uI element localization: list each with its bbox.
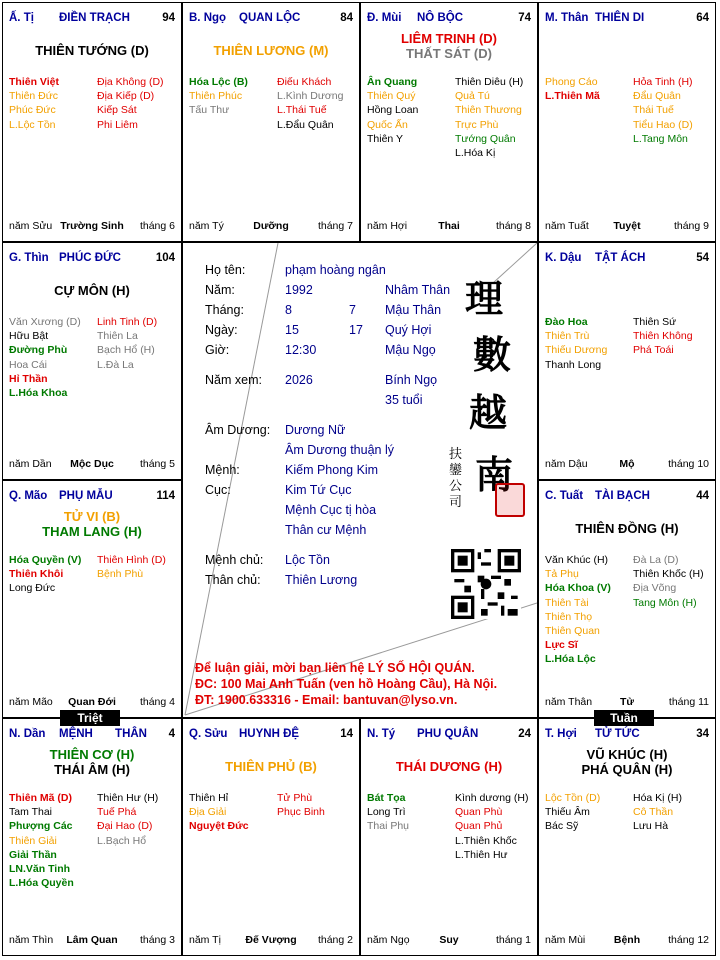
minor-star: Phục Binh bbox=[277, 806, 325, 819]
palace-age: 104 bbox=[155, 252, 175, 264]
main-star: LIÊM TRINH (D) bbox=[400, 31, 498, 46]
palace-stage: Lâm Quan bbox=[66, 934, 118, 946]
minor-star: Nguyệt Đức bbox=[189, 820, 249, 833]
stars-right-col bbox=[455, 75, 523, 160]
minor-star: Đà La (D) bbox=[633, 554, 679, 566]
palace-branch: Q. Sửu bbox=[189, 728, 228, 740]
stars-left-col bbox=[545, 791, 600, 834]
contact-line-1: Để luận giải, mời bạn liên hệ LÝ SỐ HỘI QUÁN. bbox=[195, 661, 475, 675]
stars-left-col bbox=[189, 791, 249, 834]
minor-star: Thiên Phúc bbox=[189, 90, 243, 103]
minor-star: Long Đức bbox=[9, 582, 56, 595]
minor-star: L.Thiên Hư bbox=[455, 848, 508, 861]
palace-branch: T. Hợi bbox=[545, 728, 577, 740]
minor-star: Địa Giải bbox=[189, 806, 227, 819]
day-lunar: 15 bbox=[285, 323, 299, 337]
main-star: PHÁ QUÂN (H) bbox=[581, 762, 673, 777]
stars-right-col bbox=[277, 75, 343, 132]
palace-branch: Đ. Mùi bbox=[367, 12, 402, 24]
qr-code-icon bbox=[451, 549, 521, 619]
palace-age: 114 bbox=[156, 490, 175, 502]
palace-month: tháng 11 bbox=[668, 696, 709, 708]
palace-year: năm Dần bbox=[9, 458, 52, 470]
palace-month: tháng 7 bbox=[317, 220, 353, 232]
palace-name: NÔ BỘC bbox=[417, 12, 463, 24]
brand-small-text: 扶鑾公司 bbox=[449, 447, 463, 510]
palace-month: tháng 4 bbox=[139, 696, 175, 708]
minor-star: Trực Phù bbox=[455, 118, 499, 131]
minor-star: Địa Võng bbox=[633, 582, 677, 595]
palace-year: năm Tị bbox=[189, 934, 221, 946]
main-star: THÁI ÂM (H) bbox=[54, 762, 130, 777]
minor-star: Thiên Hư (H) bbox=[97, 792, 159, 804]
main-star: TỬ VI (B) bbox=[63, 509, 121, 524]
palace-age: 74 bbox=[518, 12, 531, 24]
minor-star: Thiên Đức bbox=[9, 90, 59, 103]
minor-star: Đường Phù bbox=[9, 344, 68, 357]
minor-star: Phá Toái bbox=[633, 344, 674, 357]
palace-year: năm Dậu bbox=[545, 458, 588, 470]
palace-footer bbox=[545, 458, 709, 471]
palace-header bbox=[367, 12, 531, 26]
main-star: CỰ MÔN (H) bbox=[54, 283, 130, 298]
minor-star: Bạch Hổ (H) bbox=[97, 344, 155, 357]
minor-star: Bệnh Phù bbox=[97, 568, 144, 581]
palace-header bbox=[189, 12, 353, 26]
main-star: THÁI DƯƠNG (H) bbox=[395, 759, 503, 774]
palace-footer bbox=[189, 934, 353, 947]
minor-star: Văn Xương (D) bbox=[9, 316, 81, 328]
thanchu-label: Thân chủ: bbox=[205, 573, 261, 587]
minor-star: Kiếp Sát bbox=[97, 104, 137, 117]
main-star: THIÊN ĐỒNG (H) bbox=[575, 521, 679, 536]
stars-right-col bbox=[455, 791, 528, 862]
hour-label: Giờ: bbox=[205, 343, 230, 357]
minor-star: Quan Phủ bbox=[455, 820, 503, 833]
palace-footer bbox=[9, 458, 175, 471]
minor-star: Điếu Khách bbox=[277, 76, 332, 88]
month-solar: 7 bbox=[349, 303, 356, 317]
minor-star: Tiểu Hao (D) bbox=[633, 118, 693, 131]
palace-header bbox=[189, 728, 353, 742]
thanchu-value: Thiên Lương bbox=[285, 573, 358, 587]
minor-star: Thiên Thương bbox=[455, 104, 522, 117]
minor-star: Thiên Khôi bbox=[9, 568, 64, 581]
minor-star: Thiên Giải bbox=[9, 834, 57, 847]
minor-star: Bác Sỹ bbox=[545, 820, 579, 833]
stars-right-col bbox=[97, 791, 158, 848]
palace-month: tháng 9 bbox=[673, 220, 709, 232]
palace-header bbox=[367, 728, 531, 742]
minor-star: L.Lộc Tồn bbox=[9, 118, 56, 131]
than-cu: Thân cư Mệnh bbox=[285, 523, 367, 537]
palace-stage: Mộ bbox=[619, 458, 635, 470]
minor-star: Thiên Quý bbox=[367, 90, 416, 103]
palace-cell-ty bbox=[2, 2, 182, 242]
main-star: THIÊN TƯỚNG (D) bbox=[35, 43, 149, 58]
minor-star: Đào Hoa bbox=[545, 316, 588, 328]
palace-header bbox=[545, 12, 709, 26]
minor-star: Hóa Lộc (B) bbox=[189, 76, 248, 88]
palace-branch: Q. Mão bbox=[9, 490, 48, 502]
year-can: Nhâm Thân bbox=[385, 283, 451, 297]
palace-branch: N. Dần bbox=[9, 728, 46, 740]
palace-header bbox=[545, 252, 709, 266]
minor-star: Địa Không (D) bbox=[97, 76, 164, 88]
stars-left-col bbox=[545, 315, 607, 372]
palace-year: năm Thìn bbox=[9, 934, 54, 946]
month-label: Tháng: bbox=[205, 303, 244, 317]
palace-month: tháng 8 bbox=[495, 220, 531, 232]
palace-cell-ngo bbox=[182, 2, 360, 242]
palace-cell-ti bbox=[360, 718, 538, 956]
palace-stage: Thai bbox=[438, 220, 460, 232]
menh-value: Kiếm Phong Kim bbox=[285, 463, 379, 477]
triet-tag: Triệt bbox=[60, 710, 120, 726]
palace-stage: Tử bbox=[619, 696, 635, 708]
palace-stage: Quan Đới bbox=[68, 696, 116, 708]
minor-star: Tam Thai bbox=[9, 806, 52, 819]
palace-age: 54 bbox=[696, 252, 709, 264]
palace-footer bbox=[189, 220, 353, 233]
stars-left-col bbox=[545, 75, 600, 103]
palace-footer bbox=[9, 934, 175, 947]
palace-age: 44 bbox=[696, 490, 709, 502]
palace-name-2: THÂN bbox=[115, 728, 147, 740]
minor-star: Thiên Không bbox=[633, 330, 693, 343]
menhchu-value: Lộc Tồn bbox=[285, 553, 330, 567]
palace-year: năm Tuất bbox=[545, 220, 589, 232]
contact-line-2: ĐC: 100 Mai Anh Tuấn (ven hồ Hoàng Cầu), Hà Nội. bbox=[195, 677, 498, 691]
minor-star: L.Tang Môn bbox=[633, 132, 688, 145]
minor-star: Thai Phụ bbox=[367, 820, 410, 833]
minor-star: Hỉ Thần bbox=[9, 372, 48, 385]
main-star: THIÊN CƠ (H) bbox=[49, 747, 135, 762]
palace-footer bbox=[545, 220, 709, 233]
palace-footer bbox=[545, 696, 709, 709]
brand-char-4: 南 bbox=[475, 452, 514, 497]
palace-name: QUAN LỘC bbox=[239, 12, 301, 24]
minor-star: Thiên Khốc (H) bbox=[633, 568, 704, 581]
minor-star: L.Bạch Hổ bbox=[97, 834, 147, 847]
minor-star: Phúc Đức bbox=[9, 104, 56, 117]
hour-can: Mậu Ngọ bbox=[385, 343, 436, 357]
palace-name: THIÊN DI bbox=[595, 12, 645, 24]
minor-star: Hữu Bật bbox=[9, 330, 49, 343]
minor-star: Lộc Tồn (D) bbox=[545, 792, 601, 804]
year-label: Năm: bbox=[205, 283, 235, 297]
contact-line-3: ĐT: 1900.633316 - Email: bantuvan@lyso.vn. bbox=[195, 693, 458, 707]
minor-star: Bát Tọa bbox=[367, 792, 406, 804]
palace-branch: G. Thìn bbox=[9, 252, 49, 264]
palace-age: 24 bbox=[518, 728, 531, 740]
palace-header bbox=[9, 490, 175, 504]
minor-star: Tấu Thư bbox=[189, 104, 230, 117]
palace-cell-hoi bbox=[538, 718, 716, 956]
palace-year: năm Ngọ bbox=[367, 934, 410, 946]
palace-branch: K. Dậu bbox=[545, 252, 582, 264]
palace-header bbox=[545, 490, 709, 504]
palace-month: tháng 12 bbox=[668, 934, 709, 946]
palace-stage: Dưỡng bbox=[253, 220, 289, 232]
minor-star: Thái Tuế bbox=[633, 104, 674, 117]
palace-age: 34 bbox=[696, 728, 709, 740]
minor-star: L.Thái Tuế bbox=[277, 104, 327, 117]
minor-star: Đẩu Quân bbox=[633, 90, 681, 103]
minor-star: Lực Sĩ bbox=[545, 639, 578, 652]
palace-branch: C. Tuất bbox=[545, 490, 584, 502]
menhchu-label: Mệnh chủ: bbox=[205, 553, 264, 567]
minor-star: L.Hóa Kị bbox=[455, 147, 496, 160]
minor-star: Thiên Thọ bbox=[545, 610, 593, 623]
palace-age: 94 bbox=[162, 12, 175, 24]
minor-star: Hỏa Tinh (H) bbox=[633, 76, 693, 88]
palace-year: năm Thân bbox=[545, 696, 593, 708]
minor-star: Long Trì bbox=[367, 806, 406, 819]
minor-star: L.Thiên Mã bbox=[545, 90, 600, 103]
stars-left-col bbox=[9, 315, 81, 400]
minor-star: Ân Quang bbox=[367, 76, 418, 88]
minor-star: Quan Phù bbox=[455, 806, 503, 819]
minor-star: Giải Thần bbox=[9, 848, 57, 861]
palace-month: tháng 2 bbox=[317, 934, 353, 946]
main-star: THIÊN PHỦ (B) bbox=[225, 759, 317, 774]
stars-right-col bbox=[633, 791, 682, 834]
palace-header bbox=[545, 728, 709, 742]
palace-year: năm Sửu bbox=[9, 220, 53, 232]
palace-name: TÀI BẠCH bbox=[595, 490, 650, 502]
view-year-can: Bính Ngọ bbox=[385, 373, 438, 387]
palace-cell-than bbox=[538, 2, 716, 242]
minor-star: Thiếu Dương bbox=[545, 344, 608, 357]
amduong-label: Âm Dương: bbox=[205, 423, 271, 437]
palace-branch: Ấ. Tị bbox=[9, 12, 34, 24]
minor-star: L.Hóa Lộc bbox=[545, 653, 596, 666]
red-seal-icon bbox=[495, 483, 525, 517]
palace-header bbox=[9, 12, 175, 26]
stars-right-col bbox=[97, 75, 164, 132]
palace-cell-thin bbox=[2, 242, 182, 480]
contact-info bbox=[195, 660, 497, 708]
stars-left-col bbox=[9, 75, 59, 132]
stars-left-col bbox=[9, 553, 81, 596]
minor-star: Thiên Sứ bbox=[633, 316, 677, 328]
palace-age: 64 bbox=[696, 12, 709, 24]
palace-age: 84 bbox=[340, 12, 353, 24]
minor-star: Đại Hao (D) bbox=[97, 820, 153, 833]
minor-star: Tuế Phá bbox=[97, 806, 137, 819]
cuc-label: Cục: bbox=[205, 483, 231, 497]
palace-footer bbox=[367, 220, 531, 233]
minor-star: Hoa Cái bbox=[9, 358, 47, 371]
minor-star: Kình dương (H) bbox=[455, 792, 529, 804]
amduong-value: Dương Nữ bbox=[285, 423, 346, 437]
palace-year: năm Mão bbox=[9, 696, 53, 708]
minor-star: Phong Cáo bbox=[545, 76, 598, 88]
palace-stage: Đế Vượng bbox=[245, 934, 297, 946]
palace-branch: M. Thân bbox=[545, 12, 589, 24]
view-year-label: Năm xem: bbox=[205, 373, 262, 387]
main-star: THIÊN LƯƠNG (M) bbox=[213, 43, 329, 58]
palace-month: tháng 1 bbox=[495, 934, 531, 946]
minor-star: Hóa Kị (H) bbox=[633, 792, 683, 804]
minor-star: Thiên Quan bbox=[545, 625, 600, 638]
menh-label: Mệnh: bbox=[205, 463, 240, 477]
brand-char-2: 數 bbox=[473, 332, 512, 377]
month-lunar: 8 bbox=[285, 303, 292, 317]
minor-star: L.Hóa Khoa bbox=[9, 387, 68, 400]
minor-star: Hồng Loan bbox=[367, 104, 419, 117]
minor-star: Lưu Hà bbox=[633, 820, 669, 833]
palace-footer bbox=[545, 934, 709, 947]
minor-star: Tang Môn (H) bbox=[633, 596, 697, 609]
brand-char-3: 越 bbox=[469, 390, 508, 435]
minor-star: Hóa Khoa (V) bbox=[545, 582, 611, 595]
minor-star: L.Kình Dương bbox=[277, 90, 344, 103]
view-age: 35 tuổi bbox=[385, 393, 423, 407]
name-value: phạm hoàng ngân bbox=[285, 263, 386, 277]
minor-star: Thanh Long bbox=[545, 358, 602, 371]
minor-star: L.Đà La bbox=[97, 358, 134, 371]
minor-star: Hóa Quyền (V) bbox=[9, 554, 82, 566]
palace-stage: Trường Sinh bbox=[60, 220, 124, 232]
palace-month: tháng 10 bbox=[668, 458, 709, 470]
palace-stage: Suy bbox=[439, 934, 459, 946]
minor-star: Thiên Diêu (H) bbox=[455, 76, 524, 88]
minor-star: LN.Văn Tinh bbox=[9, 863, 71, 876]
stars-right-col bbox=[633, 315, 693, 358]
stars-right-col bbox=[97, 553, 166, 581]
stars-left-col bbox=[545, 553, 611, 667]
minor-star: Quốc Ấn bbox=[367, 118, 408, 131]
palace-age: 14 bbox=[340, 728, 353, 740]
palace-name: PHU QUÂN bbox=[417, 728, 479, 740]
minor-star: Thiên Hỉ bbox=[189, 792, 229, 804]
palace-stage: Tuyệt bbox=[613, 220, 641, 232]
palace-month: tháng 5 bbox=[139, 458, 175, 470]
palace-header bbox=[9, 728, 175, 742]
palace-name: TỬ TỨC bbox=[595, 728, 640, 740]
stars-right-col bbox=[97, 315, 157, 372]
palace-branch: B. Ngọ bbox=[189, 12, 227, 24]
minor-star: Phượng Các bbox=[9, 820, 73, 833]
tuan-tag: Tuần bbox=[594, 710, 654, 726]
minor-star: Tử Phù bbox=[277, 792, 313, 804]
palace-name: MỆNH bbox=[59, 728, 93, 740]
minor-star: Thiên La bbox=[97, 330, 138, 343]
palace-month: tháng 3 bbox=[139, 934, 175, 946]
palace-name: ĐIỀN TRẠCH bbox=[59, 12, 130, 24]
palace-cell-suu bbox=[182, 718, 360, 956]
palace-cell-dan bbox=[2, 718, 182, 956]
palace-year: năm Tý bbox=[189, 220, 224, 232]
minor-star: Quả Tú bbox=[455, 90, 490, 103]
main-star: THAM LANG (H) bbox=[42, 524, 142, 539]
palace-footer bbox=[9, 696, 175, 709]
minor-star: Văn Khúc (H) bbox=[545, 554, 609, 566]
day-label: Ngày: bbox=[205, 323, 238, 337]
palace-name: TẬT ÁCH bbox=[595, 252, 646, 264]
minor-star: Linh Tinh (D) bbox=[97, 316, 158, 328]
palace-cell-tuat bbox=[538, 480, 716, 718]
minor-star: Thiên Hình (D) bbox=[97, 554, 166, 566]
minor-star: Địa Kiếp (D) bbox=[97, 90, 155, 103]
palace-name: PHÚC ĐỨC bbox=[59, 252, 121, 264]
palace-name: PHỤ MẪU bbox=[59, 490, 113, 502]
palace-stage: Bệnh bbox=[613, 934, 641, 946]
minor-star: Thiên Việt bbox=[9, 76, 59, 88]
month-can: Mậu Thân bbox=[385, 303, 442, 317]
minor-star: L.Thiên Khốc bbox=[455, 834, 517, 847]
palace-header bbox=[9, 252, 175, 266]
palace-branch: N. Tý bbox=[367, 728, 396, 740]
stars-left-col bbox=[9, 791, 74, 890]
minor-star: Thiên Tài bbox=[545, 596, 589, 609]
palace-year: năm Mùi bbox=[545, 934, 586, 946]
minor-star: Thiên Trù bbox=[545, 330, 590, 343]
amduong-relation: Âm Dương thuận lý bbox=[285, 443, 394, 457]
cuc-value: Kim Tứ Cục bbox=[285, 483, 352, 497]
minor-star: L.Đẩu Quân bbox=[277, 118, 334, 131]
palace-cell-mui bbox=[360, 2, 538, 242]
cuc-relation: Mệnh Cục tị hòa bbox=[285, 503, 377, 517]
palace-cell-mao bbox=[2, 480, 182, 718]
palace-age: 4 bbox=[168, 728, 175, 740]
stars-right-col bbox=[277, 791, 325, 819]
palace-year: năm Hợi bbox=[367, 220, 408, 232]
palace-stage: Mộc Dục bbox=[70, 458, 114, 470]
year-value: 1992 bbox=[285, 283, 313, 297]
minor-star: Tả Phụ bbox=[545, 568, 579, 581]
main-star: THẤT SÁT (D) bbox=[406, 46, 492, 61]
palace-cell-dau bbox=[538, 242, 716, 480]
minor-star: Cô Thần bbox=[633, 806, 674, 819]
palace-footer bbox=[9, 220, 175, 233]
view-year-value: 2026 bbox=[285, 373, 313, 387]
stars-left-col bbox=[189, 75, 248, 118]
palace-footer bbox=[367, 934, 531, 947]
minor-star: Phi Liêm bbox=[97, 118, 138, 131]
center-info-panel bbox=[182, 242, 538, 718]
stars-left-col bbox=[367, 791, 409, 834]
stars-left-col bbox=[367, 75, 418, 146]
palace-month: tháng 6 bbox=[139, 220, 175, 232]
palace-name: HUYNH ĐỆ bbox=[239, 728, 300, 740]
main-star: VŨ KHÚC (H) bbox=[586, 747, 668, 762]
minor-star: Tướng Quân bbox=[455, 132, 516, 145]
name-label: Họ tên: bbox=[205, 263, 246, 277]
hour-value: 12:30 bbox=[285, 343, 317, 357]
minor-star: Thiếu Âm bbox=[545, 806, 590, 819]
minor-star: L.Hóa Quyền bbox=[9, 877, 74, 890]
stars-right-col bbox=[633, 75, 693, 146]
minor-star: Thiên Y bbox=[367, 132, 403, 145]
brand-char-1: 理 bbox=[465, 276, 504, 321]
day-solar: 17 bbox=[349, 323, 363, 337]
minor-star: Thiên Mã (D) bbox=[9, 792, 72, 804]
stars-right-col bbox=[633, 553, 704, 610]
day-can: Quý Hợi bbox=[385, 323, 432, 337]
